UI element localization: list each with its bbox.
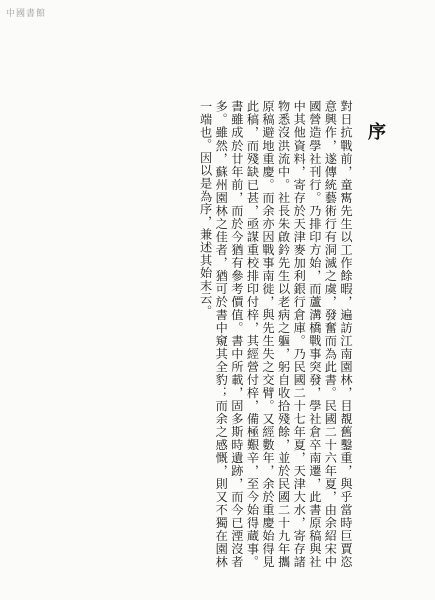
page-title: 序 xyxy=(368,122,386,143)
watermark-text: 中國書館 xyxy=(6,9,47,19)
preface-body xyxy=(53,100,353,568)
body-paragraph: 對日抗戰前，童寯先生以工作餘暇，遍訪江南園林，目覩舊鑿重，與乎當時巨賈恣意興作，遂傳統藝術行有洞滅之虞，發奮而為此書。民國二十六年夏，由余紹宋中國營造學社刊行。乃排印方始，而蘆溝橋戰事突發，學社倉卒南遷，此書原稿與社中其他資料，寄存於天津麥加利銀行倉庫。乃民國二十七年夏，天津大水，寄存諸物悉沒洪流中。社長朱啟鈐先生以老病之軀，躬自收拾殘餘，並於民國二十九年攜原稿避地重慶。而余亦因戰事南徙，與先生失之交臂。又經數年，余於重慶始得見此稿，而殘缺已甚，亟謀重校排印付梓，其經營付梓，備極艱辛，至今始得蔵事。書雖成於廿年前，而於今猶有參考價值。書中所載，固多斯時遺跡，而今已湮沒者多。雖然，蘇州園林之佳者，猶可於書中窺其全豹；而余之感慨，則又不獨在園林一端也。因以是為序，兼述其始末云。 xyxy=(198,100,353,568)
